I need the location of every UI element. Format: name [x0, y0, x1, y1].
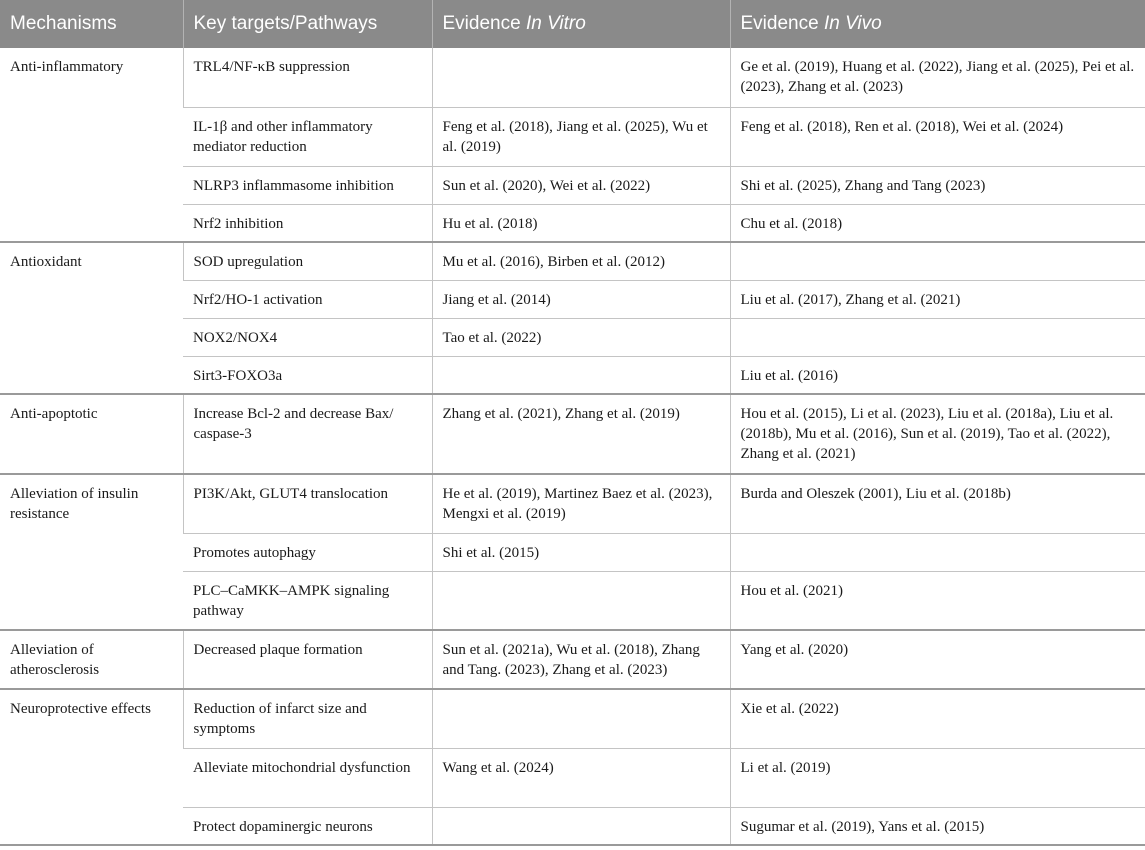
header-mechanisms: Mechanisms [0, 0, 183, 48]
target-cell: Promotes autophagy [183, 533, 432, 571]
in-vitro-cell: Sun et al. (2020), Wei et al. (2022) [432, 166, 730, 204]
target-cell: Nrf2 inhibition [183, 204, 432, 242]
in-vivo-cell [730, 318, 1145, 356]
in-vivo-cell: Burda and Oleszek (2001), Liu et al. (2018b) [730, 474, 1145, 533]
in-vitro-cell: Feng et al. (2018), Jiang et al. (2025), Wu et al. (2019) [432, 107, 730, 166]
header-in-vivo [730, 0, 1145, 48]
in-vitro-cell: Wang et al. (2024) [432, 748, 730, 807]
in-vitro-cell: He et al. (2019), Martinez Baez et al. (2023), Mengxi et al. (2019) [432, 474, 730, 533]
in-vivo-cell: Xie et al. (2022) [730, 689, 1145, 748]
in-vitro-cell: Zhang et al. (2021), Zhang et al. (2019) [432, 394, 730, 474]
in-vitro-cell: Tao et al. (2022) [432, 318, 730, 356]
target-cell: Decreased plaque formation [183, 630, 432, 689]
header-in-vivo-em: In Vivo [823, 13, 882, 34]
header-targets: Key targets/Pathways [183, 0, 432, 48]
table-row [0, 689, 1145, 748]
in-vivo-cell: Sugumar et al. (2019), Yans et al. (2015) [730, 807, 1145, 845]
header-in-vitro-prefix: Evidence [442, 13, 526, 34]
in-vitro-cell: Shi et al. (2015) [432, 533, 730, 571]
in-vivo-cell [730, 533, 1145, 571]
target-cell: SOD upregulation [183, 242, 432, 280]
in-vivo-cell: Yang et al. (2020) [730, 630, 1145, 689]
target-cell: NOX2/NOX4 [183, 318, 432, 356]
in-vitro-cell [432, 689, 730, 748]
mechanism-cell: Alleviation of insulin resistance [0, 474, 183, 630]
in-vivo-cell: Hou et al. (2015), Li et al. (2023), Liu et al. (2018a), Liu et al. (2018b), Mu et al. (2016), Sun et al. (2019), Tao et al. (2022), Zhang et al. (2021) [730, 394, 1145, 474]
target-cell: NLRP3 inflammasome inhibition [183, 166, 432, 204]
mechanism-cell: Neuroprotective effects [0, 689, 183, 845]
in-vivo-cell: Shi et al. (2025), Zhang and Tang (2023) [730, 166, 1145, 204]
target-cell: TRL4/NF-κB suppression [183, 48, 432, 107]
target-cell: Sirt3-FOXO3a [183, 356, 432, 394]
header-in-vitro-em: In Vitro [525, 13, 586, 34]
header-in-vivo-prefix: Evidence [740, 13, 824, 34]
target-cell: IL-1β and other inflammatory mediator reduction [183, 107, 432, 166]
table-row [0, 474, 1145, 533]
table-row [0, 394, 1145, 474]
in-vitro-cell: Sun et al. (2021a), Wu et al. (2018), Zhang and Tang. (2023), Zhang et al. (2023) [432, 630, 730, 689]
in-vitro-cell [432, 571, 730, 630]
target-cell: Protect dopaminergic neurons [183, 807, 432, 845]
in-vitro-cell: Hu et al. (2018) [432, 204, 730, 242]
target-cell: PI3K/Akt, GLUT4 translocation [183, 474, 432, 533]
in-vitro-cell [432, 356, 730, 394]
table-row [0, 630, 1145, 689]
in-vitro-cell [432, 48, 730, 107]
in-vivo-cell: Hou et al. (2021) [730, 571, 1145, 630]
in-vivo-cell: Feng et al. (2018), Ren et al. (2018), Wei et al. (2024) [730, 107, 1145, 166]
in-vivo-cell: Ge et al. (2019), Huang et al. (2022), Jiang et al. (2025), Pei et al. (2023), Zhang et al. (2023) [730, 48, 1145, 107]
in-vivo-cell: Chu et al. (2018) [730, 204, 1145, 242]
header-row [0, 0, 1145, 48]
mechanism-cell: Anti-inflammatory [0, 48, 183, 242]
header-in-vitro [432, 0, 730, 48]
table-row [0, 242, 1145, 280]
in-vivo-cell: Liu et al. (2016) [730, 356, 1145, 394]
target-cell: PLC–CaMKK–AMPK signaling pathway [183, 571, 432, 630]
mechanism-cell: Antioxidant [0, 242, 183, 394]
table-row [0, 48, 1145, 107]
target-cell: Alleviate mitochondrial dysfunction [183, 748, 432, 807]
target-cell: Nrf2/HO-1 activation [183, 280, 432, 318]
in-vivo-cell: Li et al. (2019) [730, 748, 1145, 807]
in-vitro-cell: Jiang et al. (2014) [432, 280, 730, 318]
mechanism-cell: Alleviation of atherosclerosis [0, 630, 183, 689]
in-vivo-cell: Liu et al. (2017), Zhang et al. (2021) [730, 280, 1145, 318]
in-vivo-cell [730, 242, 1145, 280]
mechanism-cell: Anti-apoptotic [0, 394, 183, 474]
target-cell: Increase Bcl-2 and decrease Bax/ caspase-3 [183, 394, 432, 474]
in-vitro-cell: Mu et al. (2016), Birben et al. (2012) [432, 242, 730, 280]
in-vitro-cell [432, 807, 730, 845]
target-cell: Reduction of infarct size and symptoms [183, 689, 432, 748]
